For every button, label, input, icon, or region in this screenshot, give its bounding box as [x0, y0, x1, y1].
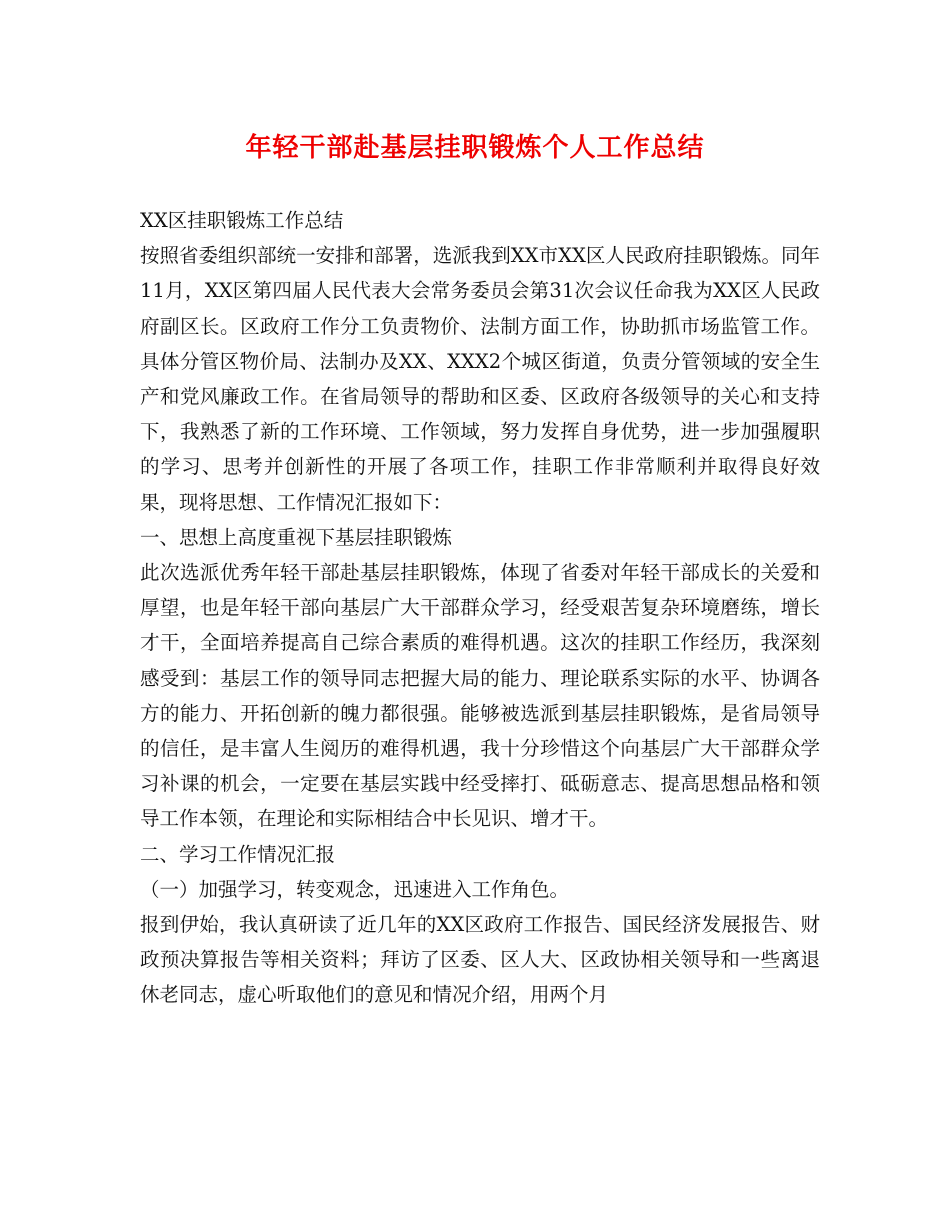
section-heading-2: 二、学习工作情况汇报	[140, 842, 336, 866]
subsection-heading-1: （一）加强学习，转变观念，迅速进入工作角色。	[140, 877, 570, 901]
paragraph-section-1: 此次选派优秀年轻干部赴基层挂职锻炼，体现了省委对年轻干部成长的关爱和厚望，也是年轻干部向基层广大干部群众学习，经受艰苦复杂环境磨练，增长才干，全面培养提高自己综合素质的难得机遇。这次的挂职工作经历，我深刻感受到：基层工作的领导同志把握大局的能力、理论联系实际的水平、协调各方的能力、开拓创新的魄力都很强。能够被选派到基层挂职锻炼，是省局领导的信任，是丰富人生阅历的难得机遇，我十分珍惜这个向基层广大干部群众学习补课的机会，一定要在基层实践中经受摔打、砥砺意志、提高思想品格和领导工作本领，在理论和实际相结合中长见识、增才干。	[140, 561, 820, 831]
paragraph-subtitle: XX区挂职锻炼工作总结	[140, 209, 344, 232]
paragraph-subsection-1: 报到伊始，我认真研读了近几年的XX区政府工作报告、国民经济发展报告、财政预决算报告等相关资料；拜访了区委、区人大、区政协相关领导和一些离退休老同志，虚心听取他们的意见和情况介绍，用两个月	[140, 913, 820, 1007]
document-body	[140, 203, 820, 1013]
document-title: 年轻干部赴基层挂职锻炼个人工作总结	[245, 133, 705, 163]
paragraph-intro: 按照省委组织部统一安排和部署，选派我到XX市XX区人民政府挂职锻炼。同年11月，XX区第四届人民代表大会常务委员会第31次会议任命我为XX区人民政府副区长。区政府工作分工负责物价、法制方面工作，协助抓市场监管工作。具体分管区物价局、法制办及XX、XXX2个城区街道，负责分管领域的安全生产和党风廉政工作。在省局领导的帮助和区委、区政府各级领导的关心和支持下，我熟悉了新的工作环境、工作领域，努力发挥自身优势，进一步加强履职的学习、思考并创新性的开展了各项工作，挂职工作非常顺利并取得良好效果，现将思想、工作情况汇报如下：	[140, 244, 820, 514]
section-heading-1: 一、思想上高度重视下基层挂职锻炼	[140, 525, 453, 549]
